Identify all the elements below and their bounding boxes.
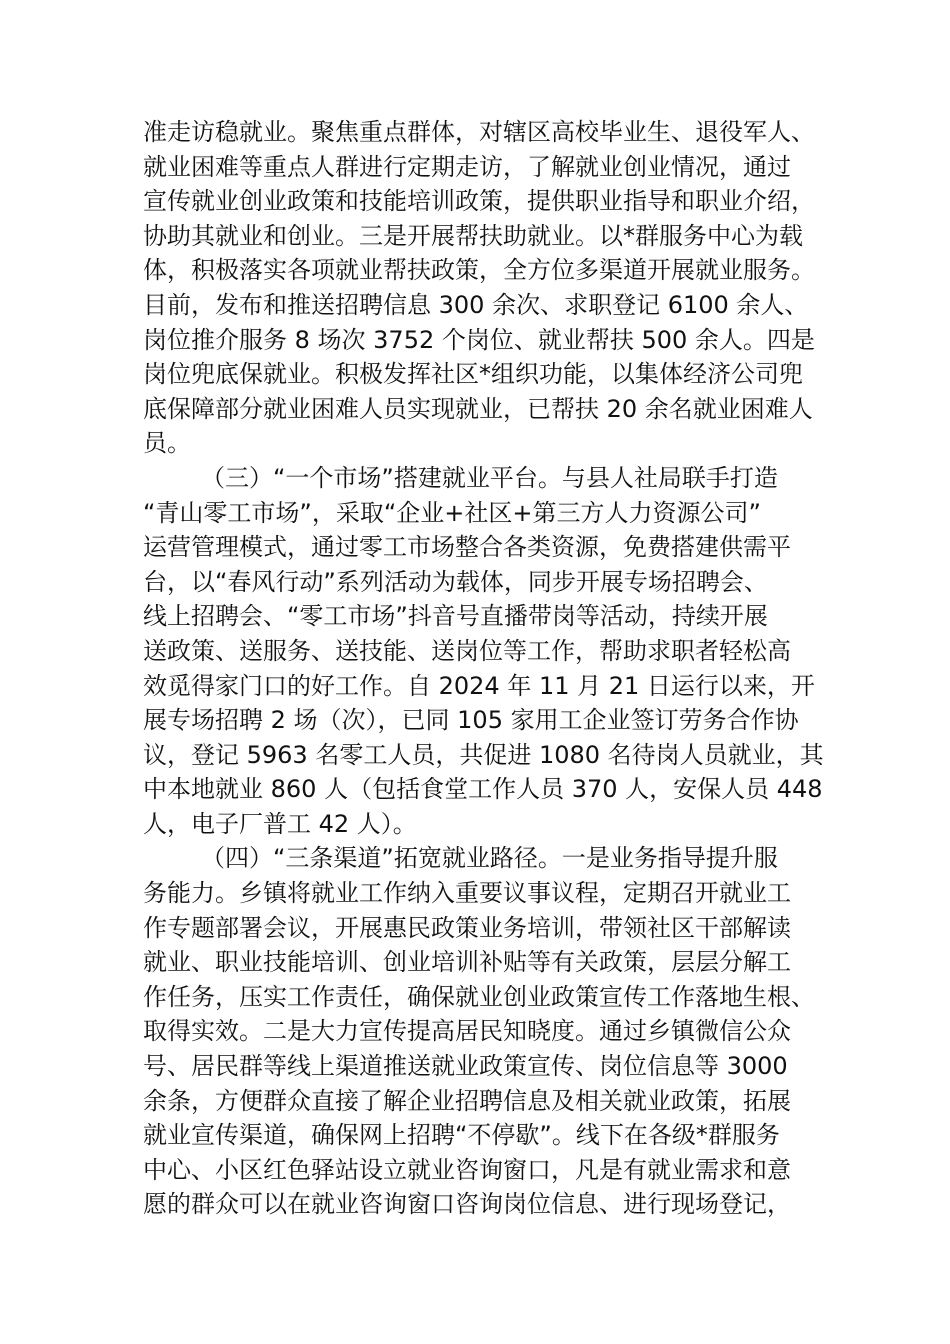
text-line: 中本地就业 860 人（包括食堂工作人员 370 人，安保人员 448 [143, 775, 823, 804]
text-line: 作专题部署会议，开展惠民政策业务培训，带领社区干部解读 [143, 913, 791, 942]
body-text [143, 115, 843, 1222]
text-line: 就业困难等重点人群进行定期走访，了解就业创业情况，通过 [143, 152, 791, 181]
text-line: 台，以“春风行动”系列活动为载体，同步开展专场招聘会、 [143, 567, 768, 596]
text-line: 中心、小区红色驿站设立就业咨询窗口，凡是有就业需求和意 [143, 1155, 791, 1184]
text-line: 就业宣传渠道，确保网上招聘“不停歇”。线下在各级*群服务 [143, 1121, 780, 1150]
text-line: 送政策、送服务、送技能、送岗位等工作，帮助求职者轻松高 [143, 636, 791, 665]
text-line: 效觅得家门口的好工作。自 2024 年 11 月 21 日运行以来，开 [143, 671, 815, 700]
section-heading-line: （三）“一个市场”搭建就业平台。与县人社局联手打造 [201, 463, 778, 492]
text-line: “青山零工市场”，采取“企业+社区+第三方人力资源公司” [143, 498, 761, 527]
text-line: 就业、职业技能培训、创业培训补贴等有关政策，层层分解工 [143, 948, 791, 977]
text-line: 余条，方便群众直接了解企业招聘信息及相关就业政策，拓展 [143, 1086, 791, 1115]
text-line: 目前，发布和推送招聘信息 300 余次、求职登记 6100 余人、 [143, 290, 809, 319]
text-line: 岗位推介服务 8 场次 3752 个岗位、就业帮扶 500 余人。四是 [143, 325, 815, 354]
text-line: 准走访稳就业。聚焦重点群体，对辖区高校毕业生、退役军人、 [143, 118, 815, 146]
section-heading-line: （四）“三条渠道”拓宽就业路径。一是业务指导提升服 [201, 844, 778, 873]
text-line: 人，电子厂普工 42 人）。 [143, 809, 417, 838]
text-line: 愿的群众可以在就业咨询窗口咨询岗位信息、进行现场登记， [143, 1190, 791, 1219]
text-line: 务能力。乡镇将就业工作纳入重要议事议程，定期召开就业工 [143, 879, 791, 908]
text-line: 底保障部分就业困难人员实现就业，已帮扶 20 余名就业困难人 [143, 394, 813, 423]
text-line: 员。 [143, 429, 191, 458]
text-line: 协助其就业和创业。三是开展帮扶助就业。以*群服务中心为载 [143, 221, 803, 250]
text-line: 体，积极落实各项就业帮扶政策，全方位多渠道开展就业服务。 [143, 256, 815, 285]
text-line: 作任务，压实工作责任，确保就业创业政策宣传工作落地生根、 [143, 982, 815, 1011]
text-line: 议，登记 5963 名零工人员，共促进 1080 名待岗人员就业，其 [143, 740, 824, 769]
text-line: 取得实效。二是大力宣传提高居民知晓度。通过乡镇微信公众 [143, 1017, 791, 1046]
text-line: 号、居民群等线上渠道推送就业政策宣传、岗位信息等 3000 [143, 1052, 788, 1081]
text-line: 运营管理模式，通过零工市场整合各类资源，免费搭建供需平 [143, 533, 791, 562]
text-line: 线上招聘会、“零工市场”抖音号直播带岗等活动，持续开展 [143, 602, 768, 631]
text-line: 宣传就业创业政策和技能培训政策，提供职业指导和职业介绍， [143, 187, 815, 216]
text-line: 展专场招聘 2 场（次），已同 105 家用工企业签订劳务合作协 [143, 706, 799, 735]
text-line: 岗位兜底保就业。积极发挥社区*组织功能，以集体经济公司兜 [143, 360, 803, 389]
